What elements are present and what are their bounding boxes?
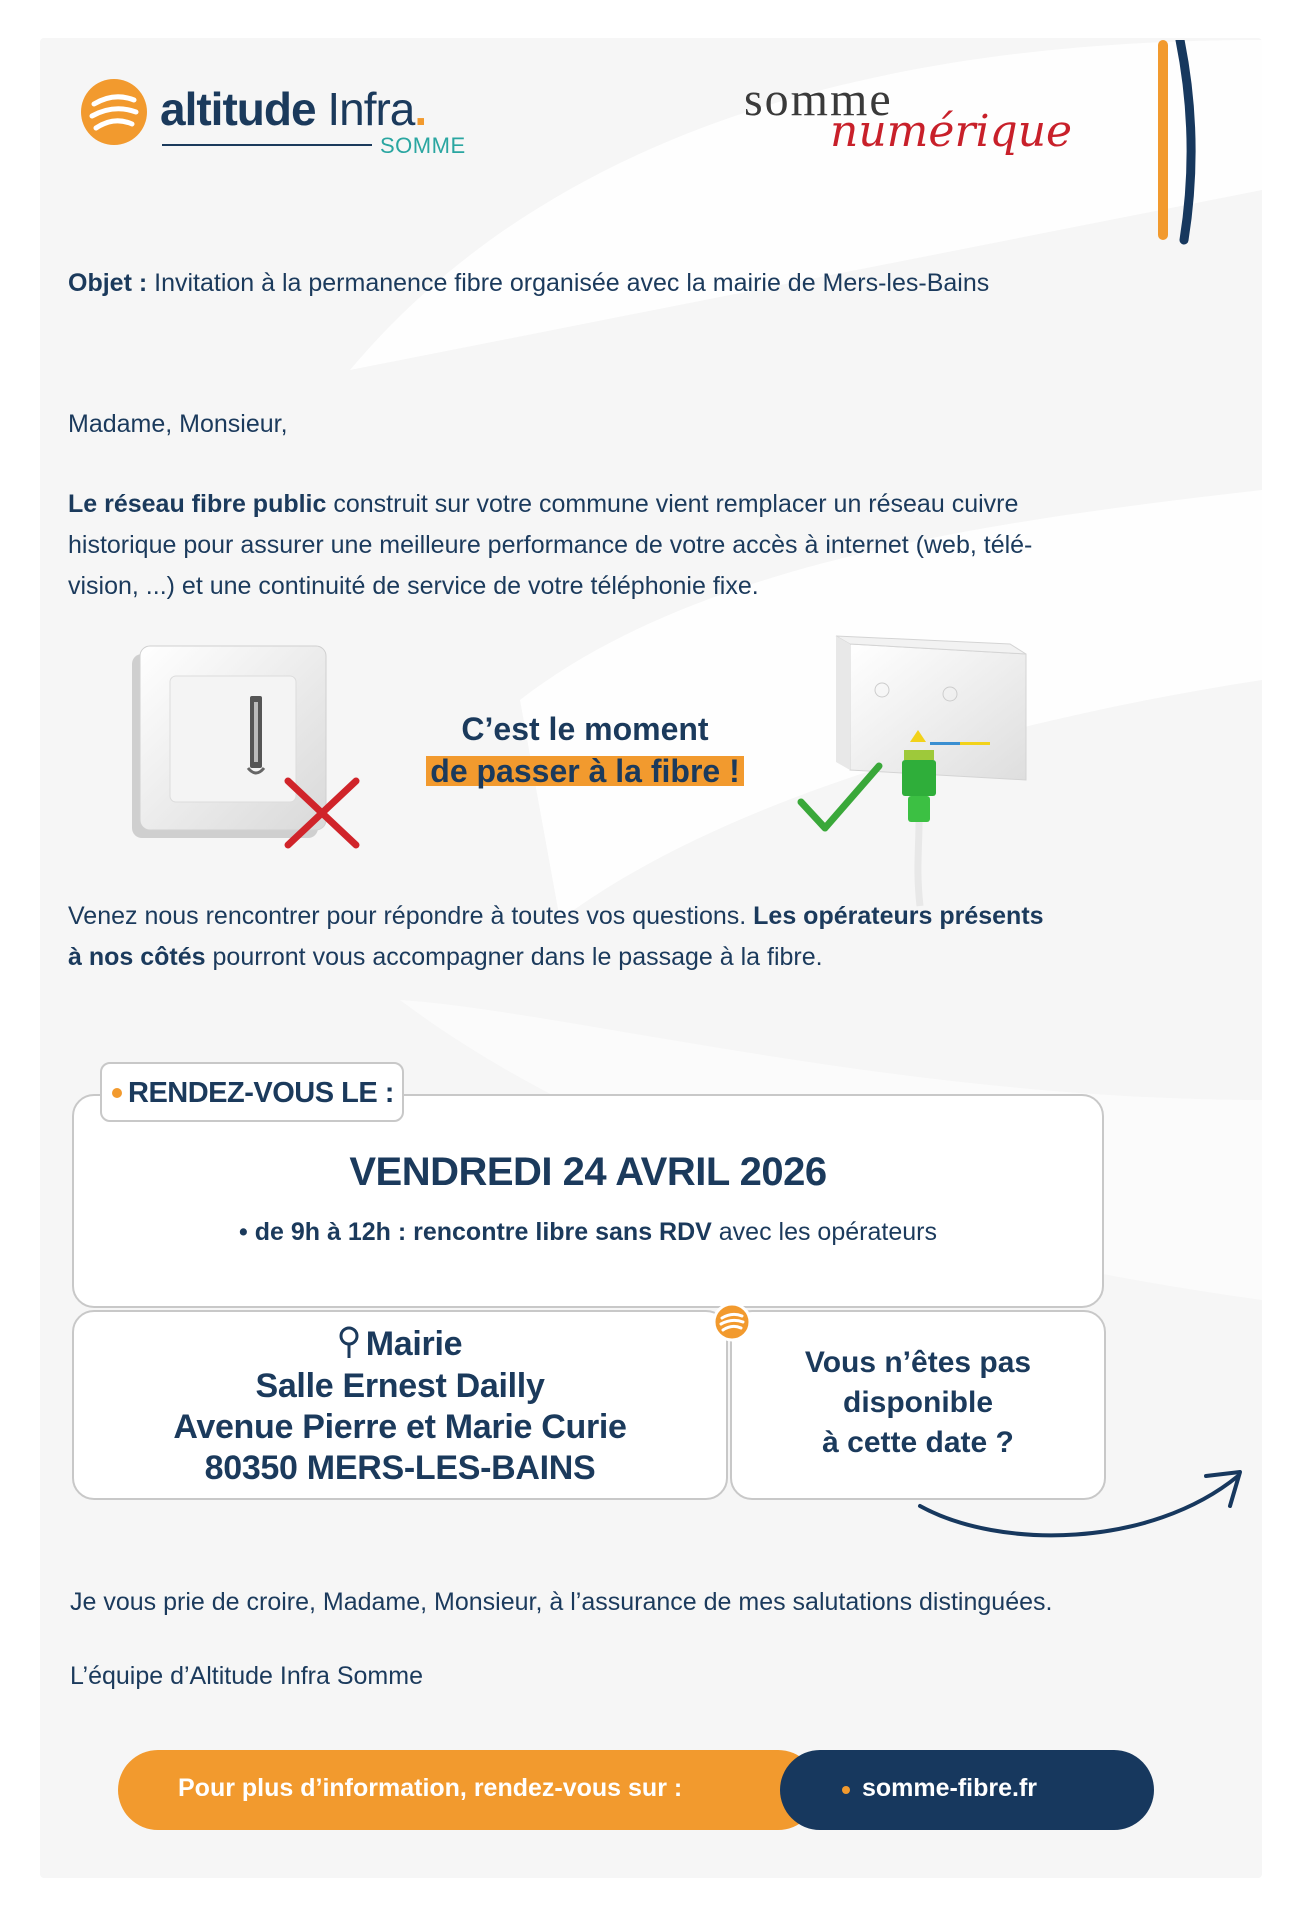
paragraph-1-line-2: historique pour assurer une meilleure performance de votre accès à internet (web, télé- bbox=[68, 531, 1033, 559]
location-line-1: Mairie bbox=[72, 1324, 728, 1364]
website-url[interactable]: somme-fibre.fr bbox=[862, 1774, 1038, 1802]
somme-logo-word: somme bbox=[744, 73, 893, 126]
logo-rule bbox=[162, 144, 372, 146]
info-banner bbox=[118, 1750, 818, 1830]
altitude-infra-logo bbox=[80, 74, 480, 164]
cross-icon bbox=[282, 775, 362, 851]
appointment-time: • de 9h à 12h : rencontre libre sans RDV avec les opérateurs bbox=[239, 1218, 937, 1246]
signature: L’équipe d’Altitude Infra Somme bbox=[70, 1662, 423, 1690]
paragraph-1-line-1: Le réseau fibre public construit sur votre commune vient remplacer un réseau cuivre bbox=[68, 490, 1019, 518]
location-line-2: Salle Ernest Dailly bbox=[255, 1367, 545, 1405]
availability-question: Vous n’êtes pas disponible à cette date ? bbox=[804, 1346, 1032, 1459]
appointment-label: RENDEZ-VOUS LE : bbox=[128, 1077, 394, 1109]
altitude-brand-name: altitude Infra. bbox=[160, 83, 427, 135]
closing-formula: Je vous prie de croire, Madame, Monsieur, à l’assurance de mes salutations distinguées. bbox=[70, 1588, 1053, 1616]
location-line-3: Avenue Pierre et Marie Curie bbox=[173, 1408, 627, 1446]
decorative-bars-graphic bbox=[1150, 40, 1210, 250]
curved-arrow-icon bbox=[900, 1440, 1260, 1570]
location-line-4: 80350 MERS-LES-BAINS bbox=[204, 1449, 596, 1487]
fiber-moment-callout: C’est le moment de passer à la fibre ! bbox=[420, 708, 750, 792]
altitude-region-label: SOMME bbox=[380, 133, 466, 158]
paragraph-2-line-1: Venez nous rencontrer pour répondre à toutes vos questions. Les opérateurs présents bbox=[68, 902, 1044, 930]
checkmark-icon bbox=[795, 758, 885, 838]
appointment-date: VENDREDI 24 AVRIL 2026 bbox=[349, 1150, 827, 1194]
somme-numerique-logo bbox=[740, 72, 1080, 172]
salutation: Madame, Monsieur, bbox=[68, 410, 288, 438]
location-pin-icon bbox=[338, 1325, 360, 1359]
highlighted-callout-text: de passer à la fibre ! bbox=[426, 756, 743, 786]
website-link-button[interactable] bbox=[780, 1750, 1154, 1830]
paragraph-1-line-3: vision, ...) et une continuité de service de votre téléphonie fixe. bbox=[68, 572, 759, 600]
bullet-dot bbox=[112, 1088, 122, 1098]
bullet-dot bbox=[842, 1786, 850, 1794]
info-banner-label: Pour plus d’information, rendez-vous sur : bbox=[178, 1774, 683, 1802]
altitude-mini-logo-icon bbox=[712, 1302, 752, 1342]
paragraph-2-line-2: à nos côtés pourront vous accompagner dans le passage à la fibre. bbox=[68, 943, 823, 971]
appointment-box bbox=[72, 1094, 1104, 1308]
appointment-tag bbox=[100, 1062, 404, 1122]
numerique-logo-word: numérique bbox=[830, 106, 1073, 157]
object-line: Objet : Invitation à la permanence fibre organisée avec la mairie de Mers-les-Bains bbox=[68, 269, 990, 297]
altitude-logo-icon bbox=[80, 78, 148, 146]
